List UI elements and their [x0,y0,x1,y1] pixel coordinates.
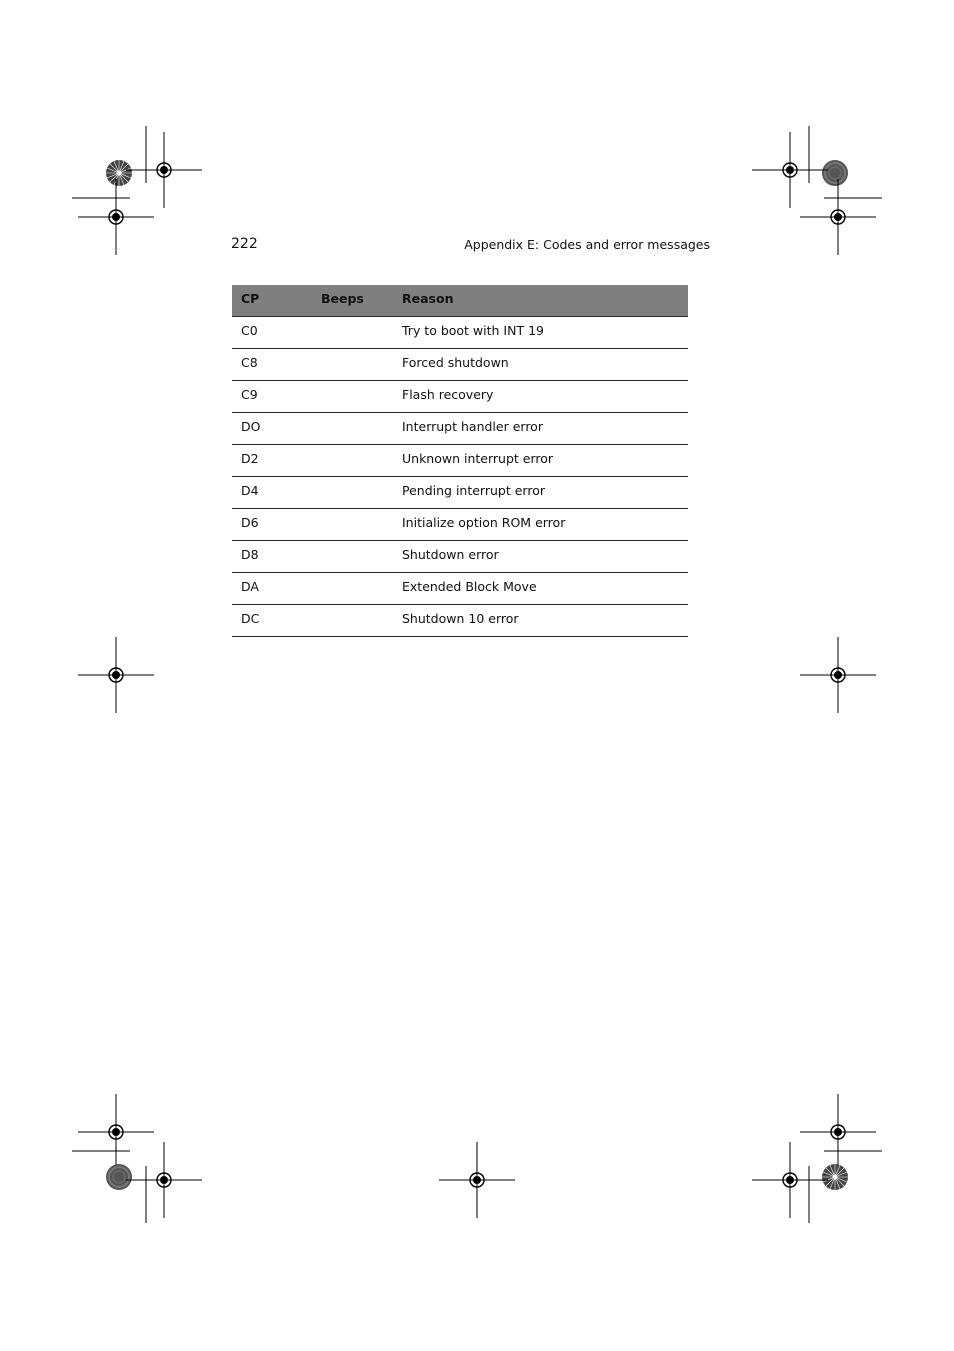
beeps-cell [312,413,393,419]
column-header-reason: Reason [402,291,454,306]
beeps-cell [312,573,393,579]
beeps-cell [312,349,393,355]
table-row [232,445,688,477]
cp-cell: D6 [241,515,259,530]
cp-cell: C9 [241,387,258,402]
registration-mark-bottom-left [72,1094,202,1223]
cp-cell: C8 [241,355,258,370]
table-row [232,509,688,541]
reason-cell: Try to boot with INT 19 [402,323,544,338]
cp-cell: DA [241,579,259,594]
reason-cell: Extended Block Move [402,579,537,594]
table-row [232,477,688,509]
reason-cell: Shutdown error [402,547,499,562]
beeps-cell [312,381,393,387]
table-row [232,541,688,573]
table-row [232,413,688,445]
reason-cell: Forced shutdown [402,355,509,370]
reason-cell: Interrupt handler error [402,419,543,434]
reason-cell: Initialize option ROM error [402,515,566,530]
beeps-cell [312,509,393,515]
table-row [232,573,688,605]
reason-cell: Shutdown 10 error [402,611,519,626]
reason-cell: Flash recovery [402,387,494,402]
table-row [232,605,688,637]
cp-cell: DC [241,611,260,626]
table-body [232,317,688,637]
registration-mark-top-right [752,126,882,255]
table-row [232,349,688,381]
registration-mark-middle-left [78,637,154,713]
cp-cell: D4 [241,483,259,498]
cp-cell: C0 [241,323,258,338]
beeps-cell [312,317,393,323]
cp-cell: D8 [241,547,259,562]
registration-mark-bottom-center [439,1142,515,1218]
table-row [232,317,688,349]
post-codes-table [232,285,688,637]
reason-cell: Unknown interrupt error [402,451,554,466]
cp-cell: DO [241,419,261,434]
reason-cell: Pending interrupt error [402,483,545,498]
registration-mark-top-left [72,126,202,255]
page-number: 222 [231,236,258,252]
registration-mark-bottom-right [752,1094,882,1223]
column-header-beeps: Beeps [321,291,364,306]
running-header-title: Appendix E: Codes and error messages [464,237,710,252]
column-header-cp: CP [241,291,260,306]
registration-mark-middle-right [800,637,876,713]
cp-cell: D2 [241,451,259,466]
table-header-row [232,285,688,317]
beeps-cell [312,541,393,547]
beeps-cell [312,605,393,611]
beeps-cell [312,477,393,483]
beeps-cell [312,445,393,451]
table-row [232,381,688,413]
